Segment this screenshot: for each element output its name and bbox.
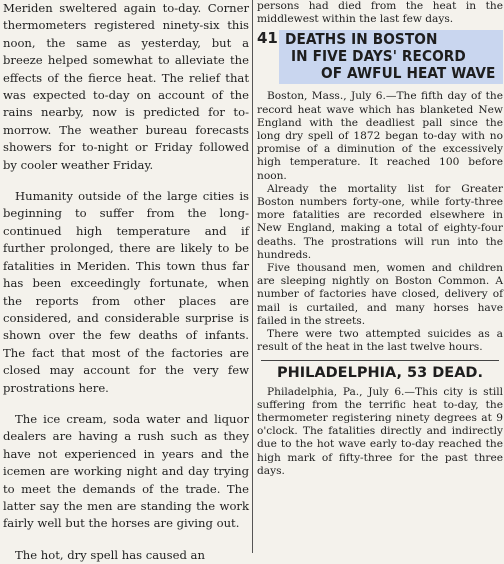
boston-paragraph-4: There were two attempted suicides as a result of the heat in the last twelve hours.: [257, 328, 503, 354]
column-divider: [252, 0, 253, 553]
continuation-text: persons had died from the heat in the middlewest within the last few days.: [257, 0, 503, 26]
headline-line-1: DEATHS IN BOSTON: [285, 30, 438, 49]
headline-block: [257, 30, 503, 84]
section-separator: [261, 360, 499, 361]
boston-paragraph-2: Already the mortality list for Greater Boston numbers forty-one, while forty-three more fatalities are recorded elsewhere in New England, making a total of eighty-four deaths. The prostrations will run into the hundreds.: [257, 182, 503, 261]
annotation-number: 41: [257, 29, 278, 48]
right-column: [257, 0, 503, 553]
boston-paragraph-3: Five thousand men, women and children are sleeping nightly on Boston Common. A number of factories have closed, delivery of mail is curtailed, and many horses have failed in the streets.: [257, 262, 503, 327]
philadelphia-subheadline: PHILADELPHIA, 53 DEAD.: [277, 365, 483, 382]
meriden-paragraph-2: Humanity outside of the large cities is beginning to suffer from the long-continued high temperature and if further prolonged, there are likely to be fatalities in Meriden. This town thus far has been exceedingly fortunate, when the reports from other places are considered, and considerable surprise is shown over the few deaths of infants. The fact that most of the factories are closed may account for the very few prostrations here.: [3, 189, 249, 395]
headline-highlight: [279, 30, 503, 84]
boston-paragraph-1: Boston, Mass., July 6.—The fifth day of the record heat wave which has blanketed New England with the deadliest pall since the long dry spell of 1872 began to-day with no promise of a diminution of the excessively high temperature. It reached 100 before noon.: [257, 90, 503, 182]
meriden-paragraph-1: Meriden sweltered again to-day. Corner thermometers registered ninety-six this noon, the same as yesterday, but a breeze helped somewhat to alleviate the effects of the fierce heat. The relief that was expected to-day on account of the rains nearby, now is predicted for to-morrow. The weather bureau forecasts showers for to-night or Friday followed by cooler weather Friday.: [3, 1, 249, 172]
philadelphia-paragraph: Philadelphia, Pa., July 6.—This city is still suffering from the terrific heat to-day, the thermometer registering ninety degrees at 9 o'clock. The fatalities directly and indirectly due to the hot wave early to-day reached the high mark of fifty-three for the past three days.: [257, 385, 503, 477]
left-column: [3, 0, 249, 562]
headline-line-3: OF AWFUL HEAT WAVE: [321, 64, 496, 83]
meriden-paragraph-3: The ice cream, soda water and liquor dealers are having a rush such as they have not experienced in years and the icemen are working night and day trying to meet the demands of the trade. The latter say the men are standing the work fairly well but the horses are giving out.: [3, 411, 249, 531]
headline-line-2: IN FIVE DAYS' RECORD: [291, 47, 466, 66]
meriden-paragraph-4: The hot, dry spell has caused an: [15, 547, 205, 562]
